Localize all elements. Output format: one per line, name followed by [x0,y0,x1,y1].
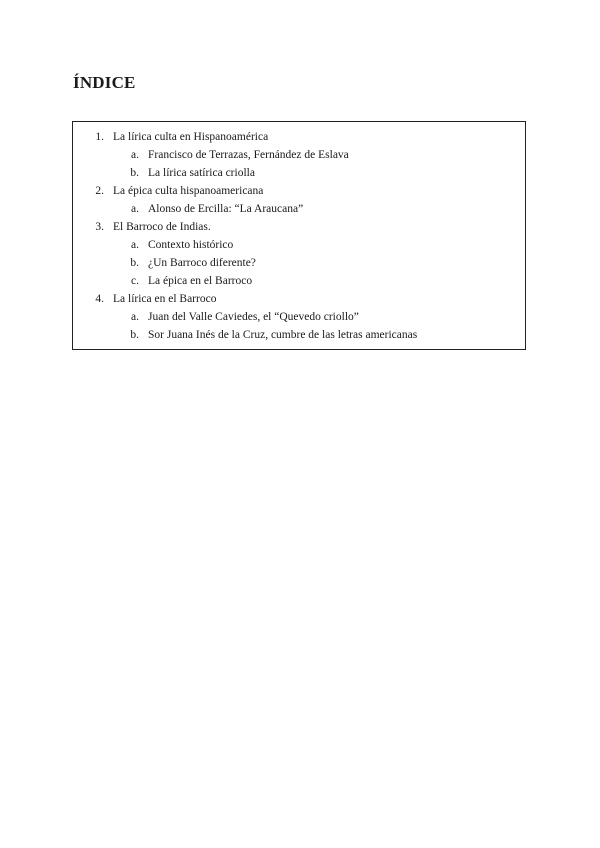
toc-subsection-4b [73,326,525,344]
toc-subsection-3b [73,254,525,272]
toc-subsection-label: Juan del Valle Caviedes, el “Quevedo criollo” [148,311,359,323]
toc-section-number: 3. [95,221,104,233]
toc-section-1 [73,128,525,182]
toc-subsection-letter: a. [131,203,139,215]
toc-subsection-letter: a. [131,239,139,251]
toc-subsection-letter: b. [130,257,139,269]
toc-section-number: 2. [95,185,104,197]
toc-subsection-label: Contexto histórico [148,239,234,251]
toc-section-label: El Barroco de Indias. [113,221,211,233]
toc-section-2 [73,182,525,218]
toc-subsection-letter: a. [131,311,139,323]
table-of-contents [72,121,526,350]
toc-subsection-letter: a. [131,149,139,161]
toc-section-label: La lírica culta en Hispanoamérica [113,131,269,143]
toc-subsection-2a [73,200,525,218]
toc-subsection-label: Francisco de Terrazas, Fernández de Eslava [148,149,349,161]
toc-subsection-label: ¿Un Barroco diferente? [148,257,256,269]
toc-section-3 [73,218,525,290]
toc-subsection-1a [73,146,525,164]
toc-section-number: 4. [95,293,104,305]
toc-subsection-label: Alonso de Ercilla: “La Araucana” [148,203,304,215]
toc-section-number: 1. [95,131,104,143]
toc-section-label: La lírica en el Barroco [113,293,217,305]
toc-subsection-label: Sor Juana Inés de la Cruz, cumbre de las letras americanas [148,329,418,341]
toc-subsection-1b [73,164,525,182]
toc-subsection-4a [73,308,525,326]
toc-section-4 [73,290,525,344]
toc-subsection-label: La lírica satírica criolla [148,167,255,179]
toc-subsection-3a [73,236,525,254]
toc-subsection-letter: c. [131,275,139,287]
toc-subsection-letter: b. [130,329,139,341]
toc-section-label: La épica culta hispanoamericana [113,185,264,197]
page-title: ÍNDICE [73,73,136,92]
toc-subsection-label: La épica en el Barroco [148,275,253,287]
toc-list [73,128,525,344]
toc-subsection-3c [73,272,525,290]
toc-subsection-letter: b. [130,167,139,179]
